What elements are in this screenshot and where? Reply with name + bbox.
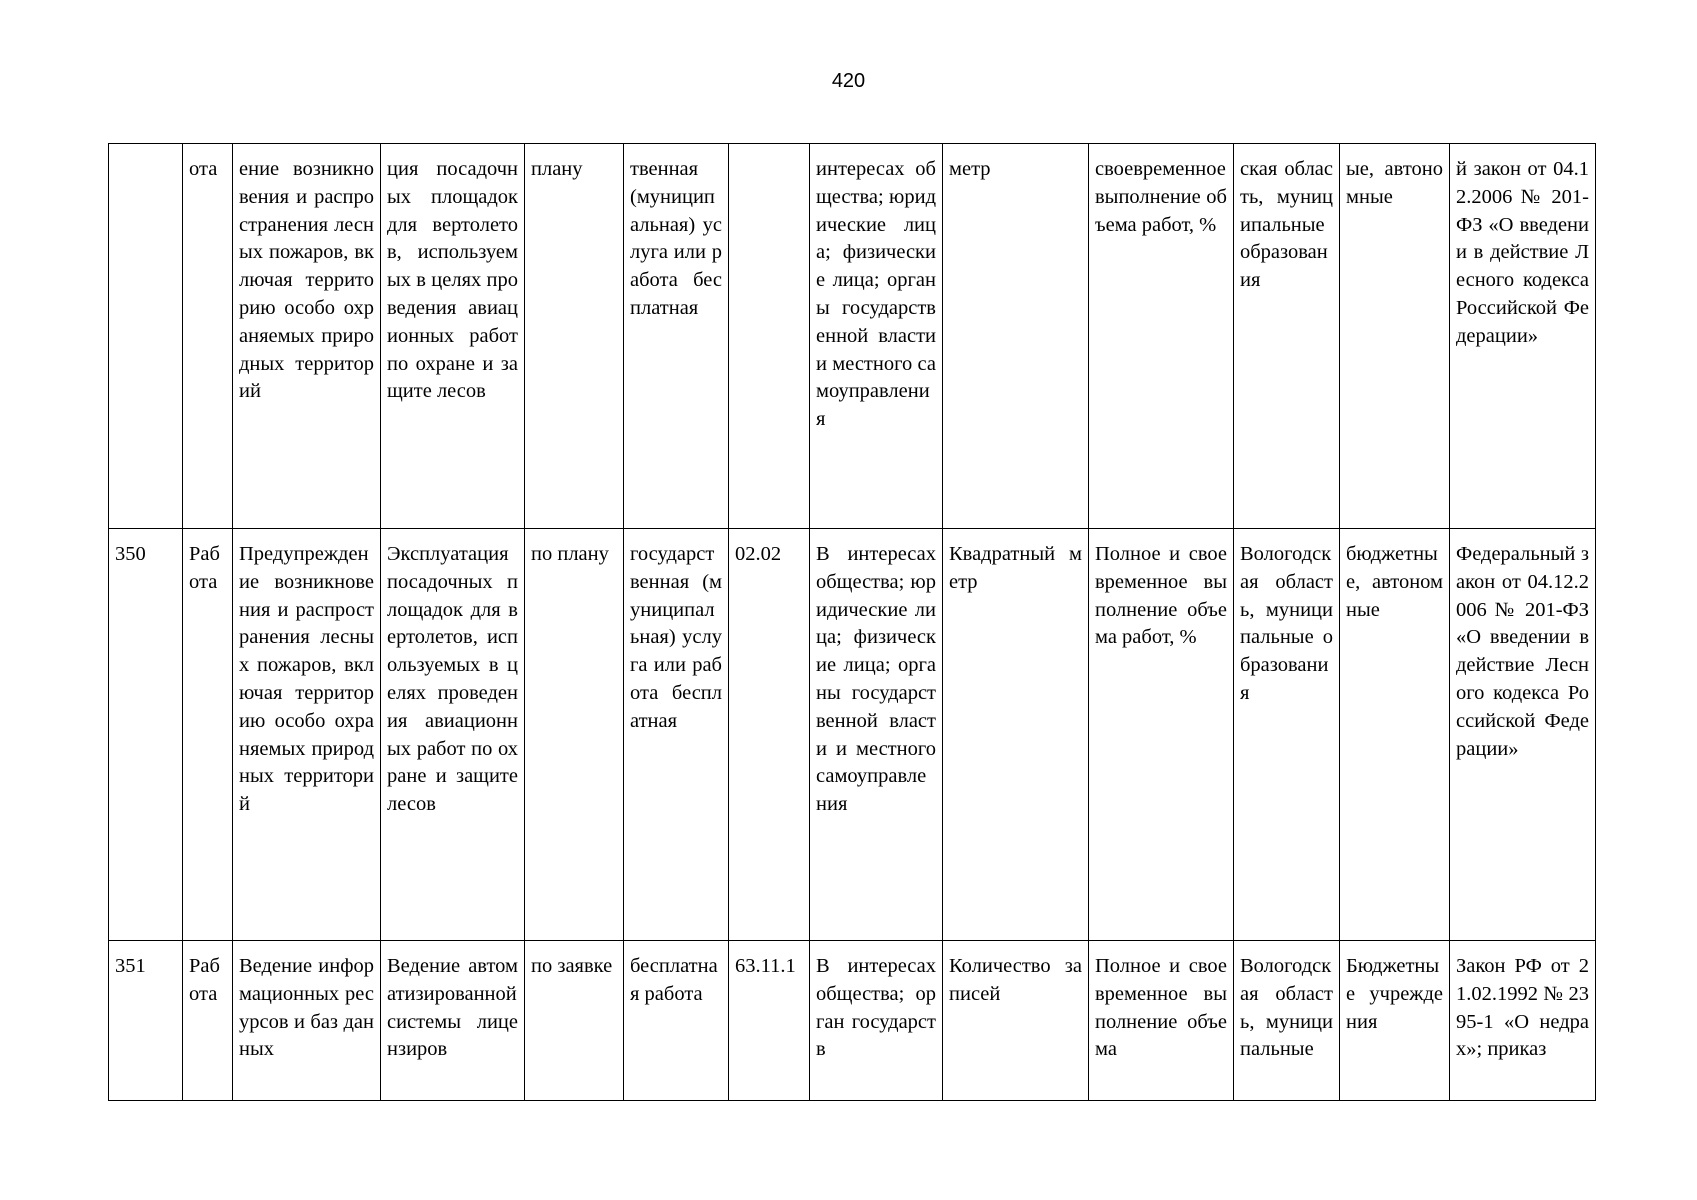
cell-content: ция посадочных площадок для вертолетов, используемых в целях проведения авиационных работ по охране и защите лесов: [381, 144, 525, 529]
cell-name: Предупреждение возникновения и распространения лесных пожаров, включая территорию особо охраняемых природных территорий: [233, 529, 381, 941]
cell-volume-unit: метр: [943, 144, 1089, 529]
cell-kind: государственная (муниципальная) услуга или работа бесплатная: [624, 529, 729, 941]
cell-terms: плану: [525, 144, 624, 529]
cell-number: 351: [109, 941, 183, 1101]
cell-law: й закон от 04.12.2006 № 201-ФЗ «О введении в действие Лесного кодекса Российской Федерации»: [1450, 144, 1596, 529]
cell-name: Ведение информационных ресурсов и баз данных: [233, 941, 381, 1101]
cell-kind: бесплатная работа: [624, 941, 729, 1101]
cell-volume-unit: Квадратный метр: [943, 529, 1089, 941]
cell-name: ение возникновения и распространения лесных пожаров, включая территорию особо охраняемых природных территорий: [233, 144, 381, 529]
cell-consumers: В интересах общества; орган государств: [810, 941, 943, 1101]
cell-type: ота: [183, 144, 233, 529]
registry-table: [108, 143, 1596, 1101]
page-number: 420: [831, 70, 866, 92]
cell-code: 63.11.1: [729, 941, 810, 1101]
cell-region: ская область, муниципальные образования: [1234, 144, 1340, 529]
table-row: [109, 144, 1596, 529]
cell-number: [109, 144, 183, 529]
cell-content: Ведение автоматизированной системы лицензиров: [381, 941, 525, 1101]
cell-institutions: бюджетные, автономные: [1340, 529, 1450, 941]
cell-content: Эксплуатация посадочных площадок для вертолетов, используемых в целях проведения авиационных работ по охране и защите лесов: [381, 529, 525, 941]
table-row: [109, 529, 1596, 941]
cell-type: Работа: [183, 529, 233, 941]
cell-volume-unit: Количество записей: [943, 941, 1089, 1101]
cell-region: Вологодская область, муниципальные: [1234, 941, 1340, 1101]
cell-kind: твенная (муниципальная) услуга или работа бесплатная: [624, 144, 729, 529]
cell-quality: Полное и своевременное выполнение объема: [1089, 941, 1234, 1101]
cell-code: 02.02: [729, 529, 810, 941]
cell-institutions: ые, автономные: [1340, 144, 1450, 529]
cell-law: Федеральный закон от 04.12.2006 № 201-ФЗ «О введении в действие Лесного кодекса Российской Федерации»: [1450, 529, 1596, 941]
cell-consumers: интересах общества; юридические лица; физические лица; органы государственной власти и местного самоуправления: [810, 144, 943, 529]
cell-consumers: В интересах общества; юридические лица; физические лица; органы государственной власти и местного самоуправления: [810, 529, 943, 941]
cell-code: [729, 144, 810, 529]
cell-institutions: Бюджетные учреждения: [1340, 941, 1450, 1101]
table-row: [109, 941, 1596, 1101]
cell-law: Закон РФ от 21.02.1992 № 2395-1 «О недрах»; приказ: [1450, 941, 1596, 1101]
cell-number: 350: [109, 529, 183, 941]
cell-terms: по плану: [525, 529, 624, 941]
cell-terms: по заявке: [525, 941, 624, 1101]
cell-quality: своевременное выполнение объема работ, %: [1089, 144, 1234, 529]
cell-quality: Полное и своевременное выполнение объема работ, %: [1089, 529, 1234, 941]
cell-type: Работа: [183, 941, 233, 1101]
cell-region: Вологодская область, муниципальные образования: [1234, 529, 1340, 941]
